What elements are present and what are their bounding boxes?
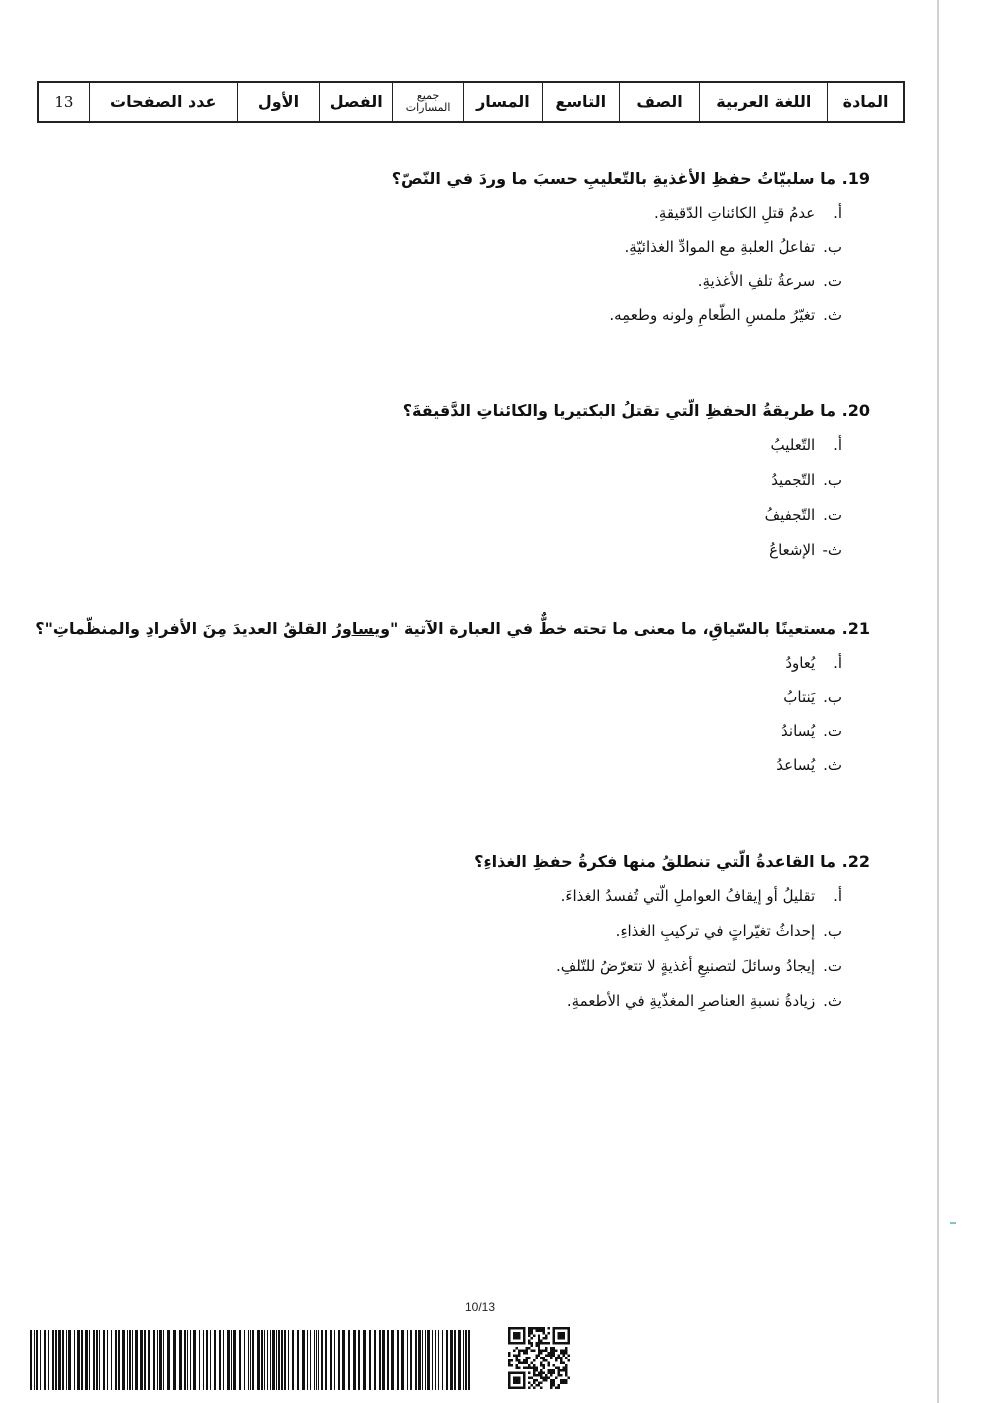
option-22-c bbox=[110, 949, 842, 984]
question-20-options bbox=[110, 428, 870, 568]
option-22-b bbox=[110, 914, 842, 949]
option-21-b bbox=[110, 680, 842, 714]
option-20-d bbox=[110, 533, 842, 568]
exam-header-table bbox=[37, 81, 905, 123]
option-text: الإشعاعُ bbox=[769, 541, 816, 559]
option-letter: أ. bbox=[833, 654, 842, 672]
option-letter: ث. bbox=[823, 306, 842, 324]
option-19-c bbox=[110, 264, 842, 298]
question-21 bbox=[35, 616, 870, 782]
option-text: تفاعلُ العلبةِ مع الموادِّ الغذائيّةِ. bbox=[624, 238, 816, 256]
option-letter: ث- bbox=[822, 541, 842, 559]
option-letter: ب. bbox=[823, 922, 842, 940]
question-20-title: 20. ما طريقةُ الحفظِ الّتي تقتلُ البكتيريا والكائناتِ الدَّقيقةَ؟ bbox=[402, 401, 870, 420]
grade-label: الصف bbox=[619, 83, 700, 121]
qr-code-image bbox=[508, 1327, 570, 1389]
option-21-c bbox=[110, 714, 842, 748]
option-22-d bbox=[110, 984, 842, 1019]
question-19-options bbox=[110, 196, 870, 332]
option-text: التّعليبُ bbox=[770, 436, 816, 454]
option-20-a bbox=[110, 428, 842, 463]
question-19-title: 19. ما سلبيّاتُ حفظِ الأغذيةِ بالتّعليبِ حسبَ ما وردَ في النّصّ؟ bbox=[391, 169, 870, 188]
option-letter: أ. bbox=[833, 436, 842, 454]
option-letter: ب. bbox=[823, 688, 842, 706]
option-text: إيجادُ وسائلَ لتصنيعِ أغذيةٍ لا تتعرّضُ للتّلفِ. bbox=[555, 957, 816, 975]
option-letter: ث. bbox=[823, 992, 842, 1010]
option-letter: أ. bbox=[833, 204, 842, 222]
page-number: 10/13 bbox=[464, 1300, 496, 1314]
question-21-title-end: القلقُ العديدَ مِنَ الأفرادِ والمنظّماتِ"؟ bbox=[35, 619, 333, 638]
track-value: جميع المسارات bbox=[392, 83, 463, 121]
pages-value: 13 bbox=[54, 92, 74, 111]
option-22-a bbox=[110, 879, 842, 914]
option-19-a bbox=[110, 196, 842, 230]
option-text: عدمُ قتلِ الكائناتِ الدّقيقةِ. bbox=[654, 204, 816, 222]
barcode-image bbox=[30, 1330, 472, 1390]
page-edge-line bbox=[937, 0, 939, 1403]
edge-mark bbox=[950, 1222, 956, 1224]
question-21-options bbox=[110, 646, 870, 782]
option-text: يُعاودُ bbox=[785, 654, 816, 672]
term-value: الأول bbox=[237, 83, 320, 121]
option-20-c bbox=[110, 498, 842, 533]
option-21-a bbox=[110, 646, 842, 680]
question-22-title: 22. ما القاعدةُ الّتي تنطلقُ منها فكرةُ حفظِ الغذاءِ؟ bbox=[474, 852, 870, 871]
question-22-options bbox=[110, 879, 870, 1019]
option-text: التّجفيفُ bbox=[764, 506, 816, 524]
question-22 bbox=[110, 849, 870, 1019]
term-label: الفصل bbox=[319, 83, 392, 121]
option-text: إحداثُ تغيّراتٍ في تركيبِ الغذاءِ. bbox=[615, 922, 816, 940]
option-letter: ت. bbox=[823, 506, 842, 524]
option-text: يُساندُ bbox=[781, 722, 816, 740]
option-text: يَنتابُ bbox=[783, 688, 816, 706]
pages-label: عدد الصفحات bbox=[89, 83, 237, 121]
option-letter: ت. bbox=[823, 272, 842, 290]
subject-label: المادة bbox=[827, 83, 903, 121]
option-text: يُساعدُ bbox=[776, 756, 816, 774]
option-21-d bbox=[110, 748, 842, 782]
question-20 bbox=[110, 398, 870, 568]
option-letter: ت. bbox=[823, 722, 842, 740]
option-text: تغيّرُ ملمسِ الطّعامِ ولونه وطعمِه. bbox=[609, 306, 816, 324]
option-letter: ب. bbox=[823, 238, 842, 256]
option-letter: ث. bbox=[823, 756, 842, 774]
subject-value: اللغة العربية bbox=[699, 83, 827, 121]
question-21-title-start: 21. مستعينًا بالسّياقِ، ما معنى ما تحته خطٌّ في العبارة الآتية "و bbox=[380, 619, 870, 638]
option-19-b bbox=[110, 230, 842, 264]
option-20-b bbox=[110, 463, 842, 498]
option-text: تقليلُ أو إيقافُ العواملِ الّتي تُفسدُ الغذاءَ. bbox=[560, 887, 816, 905]
option-text: التّجميدُ bbox=[771, 471, 816, 489]
underlined-word: يساورُ bbox=[332, 619, 381, 638]
track-label: المسار bbox=[463, 83, 542, 121]
option-19-d bbox=[110, 298, 842, 332]
option-text: سرعةُ تلفِ الأغذيةِ. bbox=[697, 272, 816, 290]
option-letter: أ. bbox=[833, 887, 842, 905]
option-text: زيادةُ نسبةِ العناصرِ المغذّيةِ في الأطعمةِ. bbox=[566, 992, 816, 1010]
question-21-title bbox=[35, 616, 870, 642]
question-19 bbox=[110, 166, 870, 332]
option-letter: ت. bbox=[823, 957, 842, 975]
grade-value: التاسع bbox=[542, 83, 619, 121]
option-letter: ب. bbox=[823, 471, 842, 489]
